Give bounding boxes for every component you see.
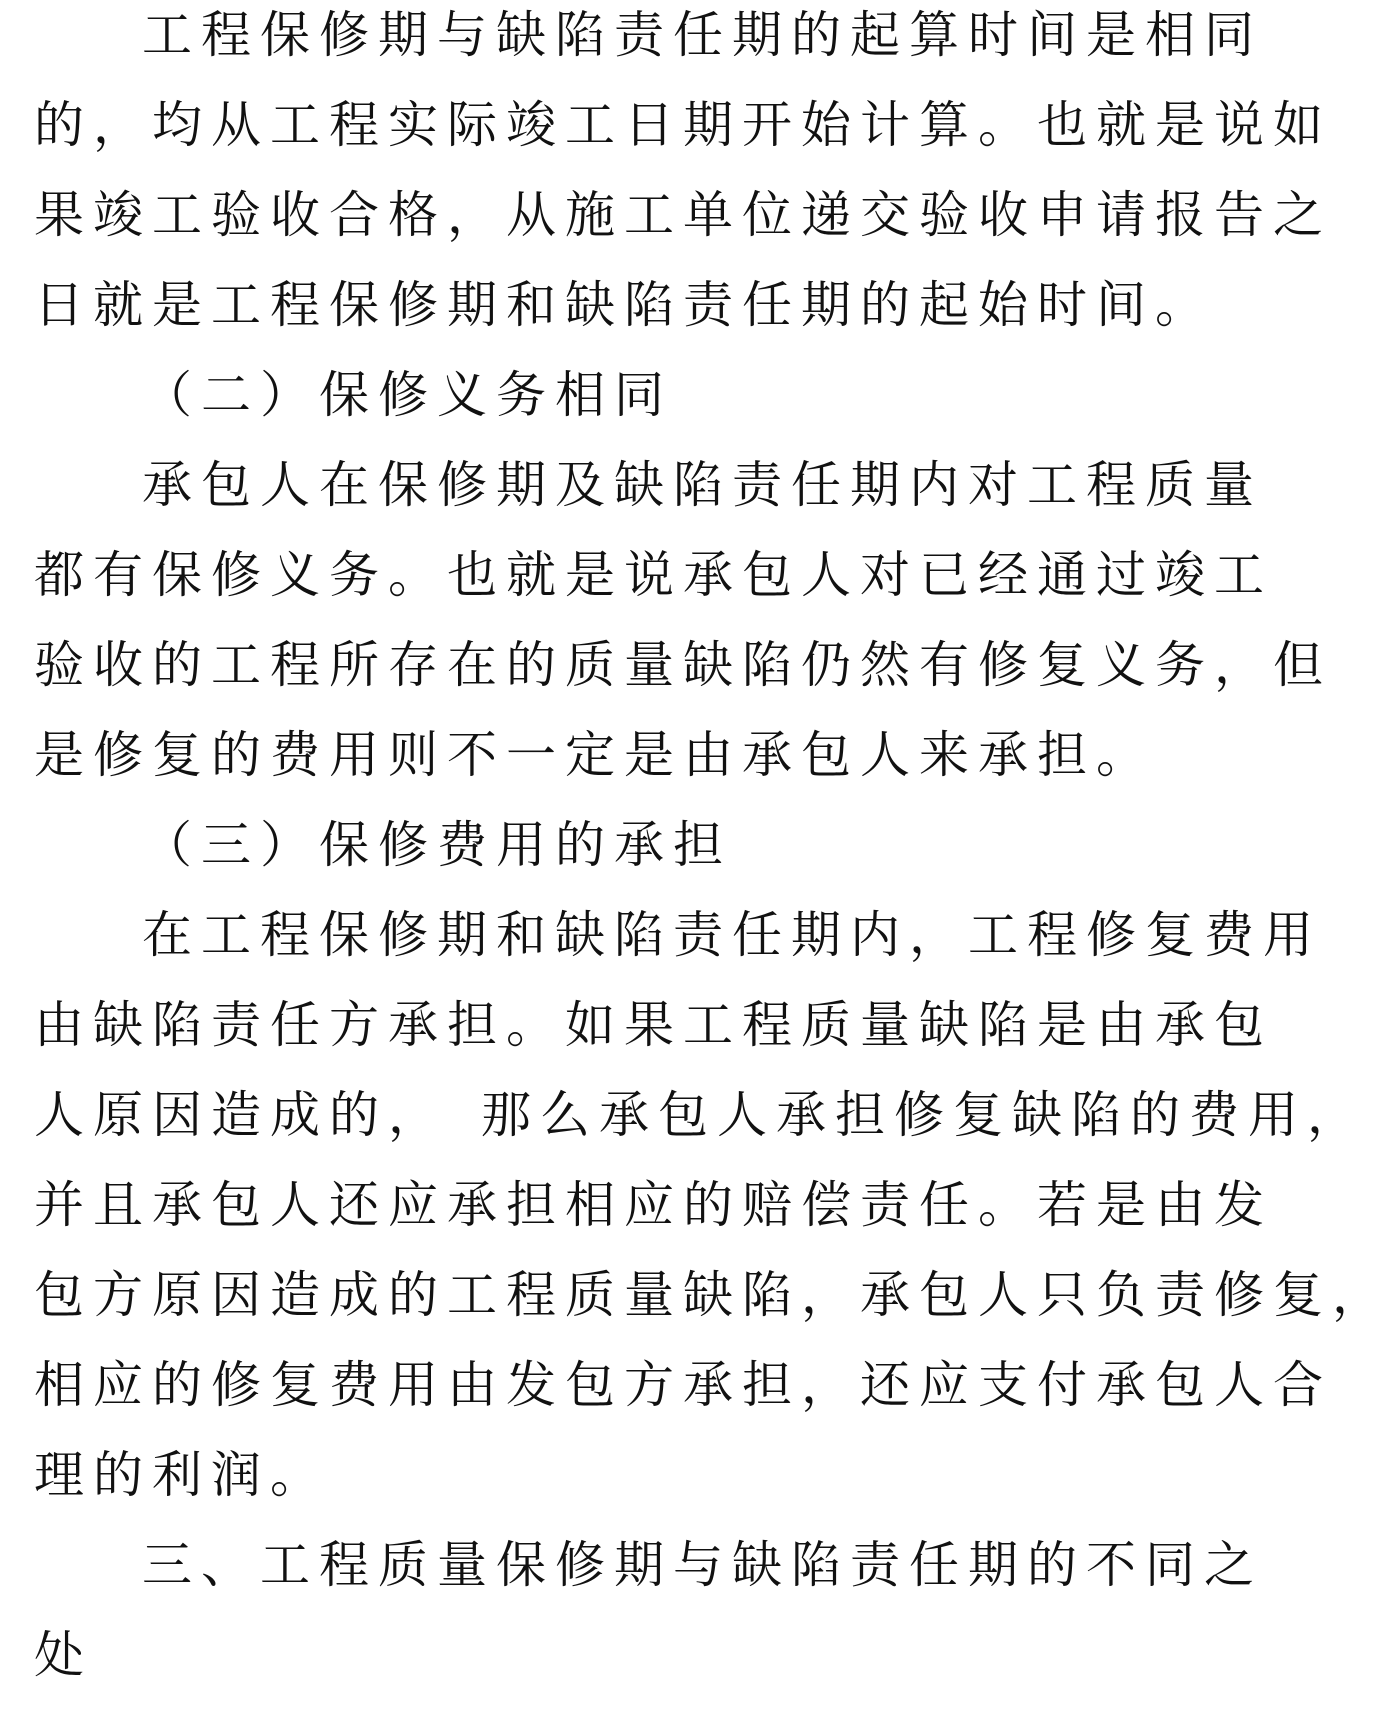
paragraph-line: 都有保修义务。也就是说承包人对已经通过竣工: [34, 546, 1273, 604]
paragraph-line: 包方原因造成的工程质量缺陷，承包人只负责修复，: [34, 1266, 1391, 1324]
paragraph-line: 承包人在保修期及缺陷责任期内对工程质量: [142, 456, 1263, 514]
section-heading-2: （二）保修义务相同: [142, 366, 673, 424]
paragraph-line: 果竣工验收合格，从施工单位递交验收申请报告之: [34, 186, 1332, 244]
paragraph-line: 工程保修期与缺陷责任期的起算时间是相同: [142, 6, 1263, 64]
paragraph-line: 是修复的费用则不一定是由承包人来承担。: [34, 726, 1155, 784]
chapter-heading-3: 三、工程质量保修期与缺陷责任期的不同之: [142, 1536, 1263, 1594]
paragraph-line: 验收的工程所存在的质量缺陷仍然有修复义务，但: [34, 636, 1332, 694]
paragraph-line: 的，均从工程实际竣工日期开始计算。也就是说如: [34, 96, 1332, 154]
paragraph-line: 由缺陷责任方承担。如果工程质量缺陷是由承包: [34, 996, 1273, 1054]
paragraph-line: 并且承包人还应承担相应的赔偿责任。若是由发: [34, 1176, 1273, 1234]
paragraph-line: 日就是工程保修期和缺陷责任期的起始时间。: [34, 276, 1214, 334]
paragraph-line: 相应的修复费用由发包方承担，还应支付承包人合: [34, 1356, 1332, 1414]
paragraph-line: 人原因造成的， 那么承包人承担修复缺陷的费用，: [34, 1086, 1366, 1144]
chapter-heading-continuation: 处: [34, 1626, 93, 1684]
document-body: [34, 0, 1391, 1710]
paragraph-line: 理的利润。: [34, 1446, 329, 1504]
paragraph-line: 在工程保修期和缺陷责任期内，工程修复费用: [142, 906, 1322, 964]
section-heading-3: （三）保修费用的承担: [142, 816, 732, 874]
